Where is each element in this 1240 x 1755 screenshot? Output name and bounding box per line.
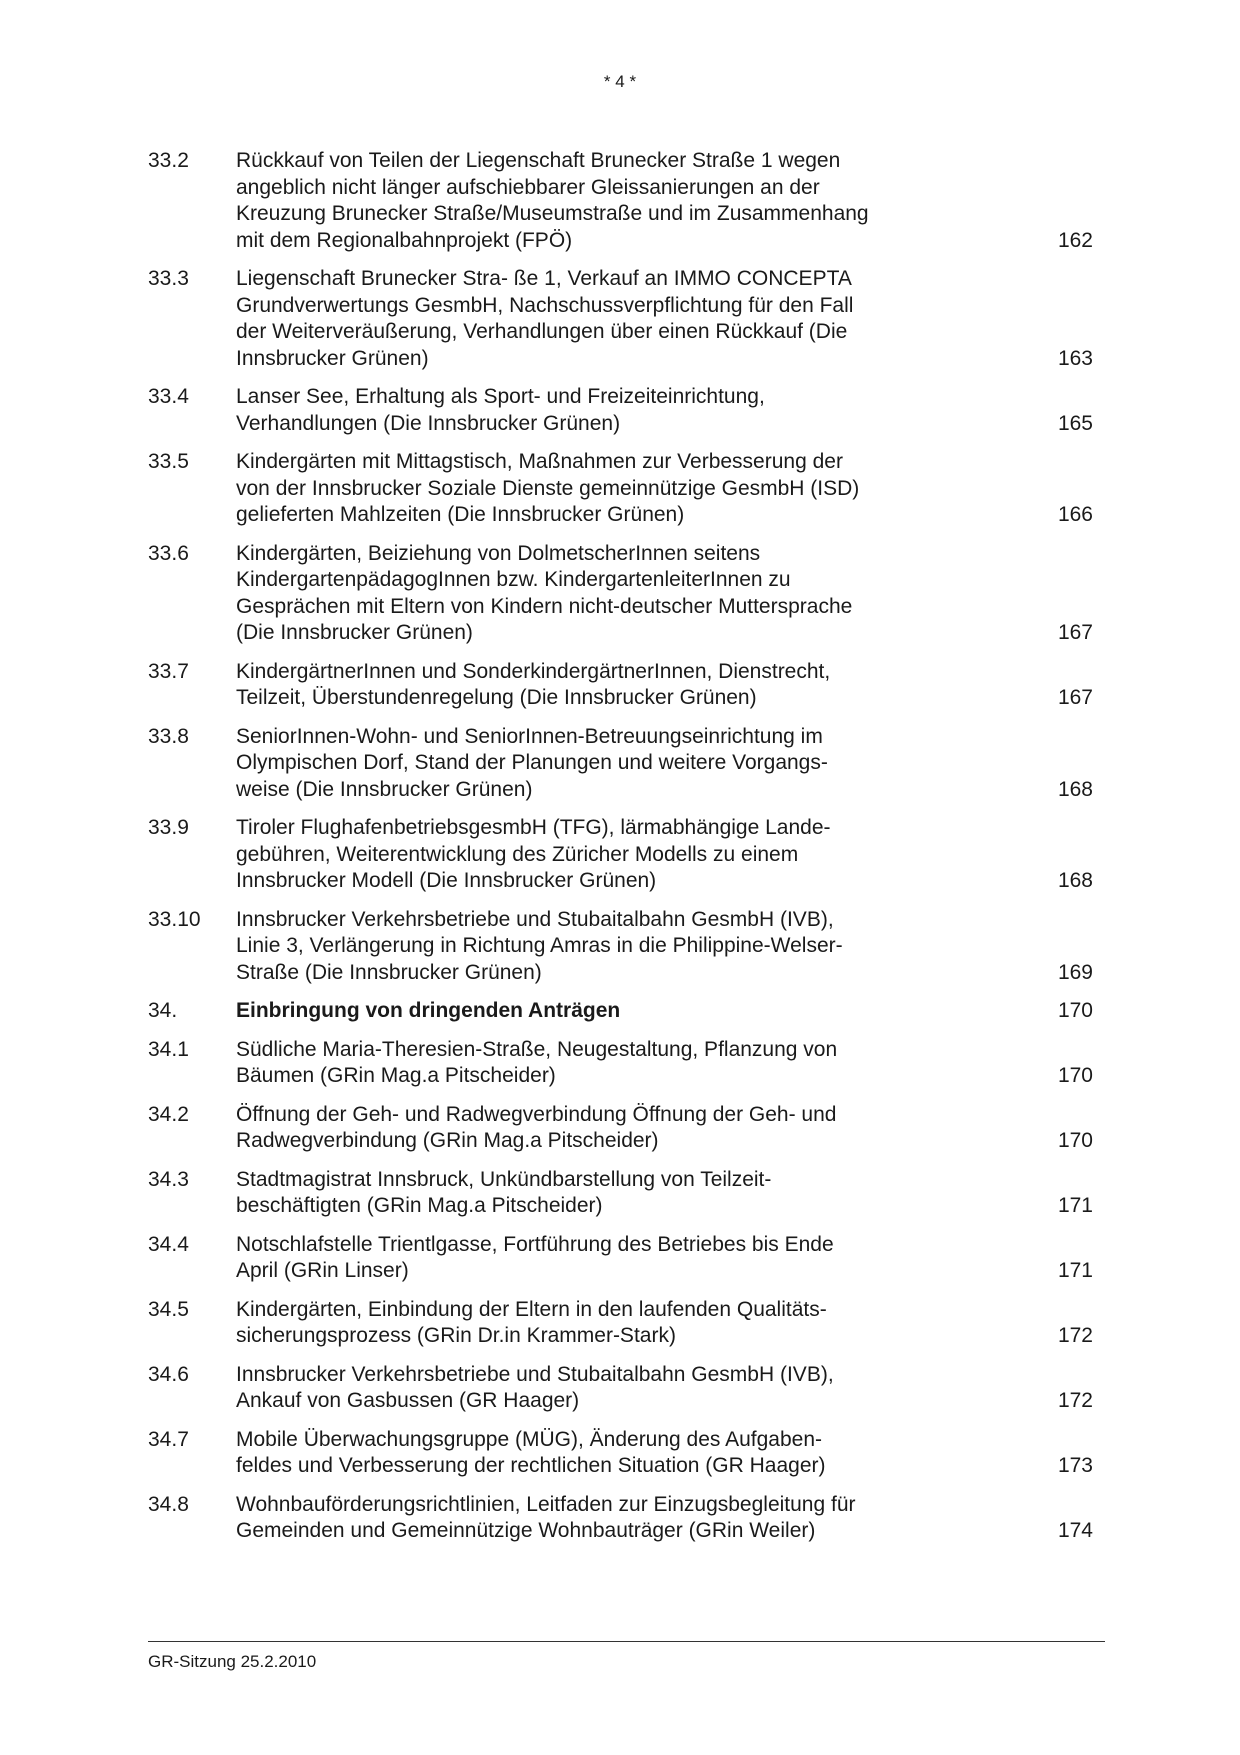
entry-number: 34.1 (148, 1037, 189, 1061)
entry-number: 34.4 (148, 1232, 189, 1256)
entry-number: 34.6 (148, 1362, 189, 1386)
toc-entry (148, 384, 1093, 437)
entry-page: 174 (1057, 1519, 1093, 1542)
toc-entry (148, 1232, 1093, 1285)
table-of-contents (148, 148, 1093, 1557)
entry-title: Lanser See, Erhaltung als Sport- und Freizeiteinrichtung, Verhandlungen (Die Innsbrucker Grünen) (236, 385, 765, 435)
entry-title: Wohnbauförderungsrichtlinien, Leitfaden zur Einzugsbegleitung für Gemeinden und Gemeinnützige Wohnbauträger (GRin Weiler) (236, 1492, 856, 1542)
entry-title: Kindergärten, Einbindung der Eltern in den laufenden Qualitäts- sicherungsprozess (GRin Dr.in Krammer-Stark) (236, 1297, 827, 1347)
entry-title: Rückkauf von Teilen der Liegenschaft Brunecker Straße 1 wegen angeblich nicht länger aufschiebbarer Gleissanierungen an der Kreuzung Brunecker Straße/Museumstraße und im Zusammenhang mit dem Regionalbahnprojekt (FPÖ) (236, 149, 869, 252)
entry-page: 173 (1057, 1454, 1093, 1477)
entry-title: Stadtmagistrat Innsbruck, Unkündbarstellung von Teilzeit- beschäftigten (GRin Mag.a Pitscheider) (236, 1167, 772, 1217)
entry-page: 172 (1057, 1324, 1093, 1347)
entry-number: 33.9 (148, 816, 189, 839)
entry-page: 166 (1057, 503, 1093, 526)
entry-number: 34.7 (148, 1427, 189, 1451)
entry-page: 170 (1057, 999, 1093, 1022)
toc-entry (148, 724, 1093, 804)
entry-title: Südliche Maria-Theresien-Straße, Neugestaltung, Pflanzung von Bäumen (GRin Mag.a Pitscheider) (236, 1037, 838, 1087)
footer-divider (148, 1641, 1105, 1642)
toc-entry (148, 1167, 1093, 1220)
entry-page: 168 (1057, 869, 1093, 892)
toc-entry (148, 815, 1093, 895)
entry-page: 168 (1057, 777, 1093, 801)
entry-number: 34.5 (148, 1297, 189, 1321)
entry-page: 167 (1057, 621, 1093, 644)
entry-title: Tiroler FlughafenbetriebsgesmbH (TFG), lärmabhängige Lande- gebühren, Weiterentwicklung des Züricher Modells zu einem Innsbrucker Modell (Die Innsbrucker Grünen) (236, 816, 831, 892)
entry-page: 170 (1057, 1129, 1093, 1152)
entry-page: 171 (1057, 1259, 1093, 1282)
footer: GR-Sitzung 25.2.2010 (148, 1652, 317, 1671)
entry-number: 33.4 (148, 385, 189, 408)
entry-title: Kindergärten, Beiziehung von DolmetscherInnen seitens KindergartenpädagogInnen bzw. KindergartenleiterInnen zu Gesprächen mit Eltern von Kindern nicht-deutscher Muttersprache (Die Innsbrucker Grünen) (236, 541, 853, 644)
entry-page: 162 (1057, 228, 1093, 252)
entry-title: Öffnung der Geh- und Radwegverbindung Öffnung der Geh- und Radwegverbindung (GRin Mag.a Pitscheider) (236, 1102, 837, 1152)
entry-number: 33.6 (148, 541, 189, 565)
toc-entry (148, 266, 1093, 372)
entry-title: Mobile Überwachungsgruppe (MÜG), Änderung des Aufgaben- feldes und Verbesserung der rechtlichen Situation (GR Haager) (236, 1427, 826, 1477)
entry-title: Innsbrucker Verkehrsbetriebe und Stubaitalbahn GesmbH (IVB), Linie 3, Verlängerung in Richtung Amras in die Philippine-Welser- Straße (Die Innsbrucker Grünen) (236, 907, 843, 984)
entry-title: SeniorInnen-Wohn- und SeniorInnen-Betreuungseinrichtung im Olympischen Dorf, Stand der Planungen und weitere Vorgangs- weise (Die Innsbrucker Grünen) (236, 724, 828, 801)
entry-number: 34.8 (148, 1492, 189, 1516)
toc-entry (148, 1102, 1093, 1155)
entry-page: 172 (1057, 1389, 1093, 1412)
entry-title: Kindergärten mit Mittagstisch, Maßnahmen zur Verbesserung der von der Innsbrucker Soziale Dienste gemeinnützige GesmbH (ISD) gelieferten Mahlzeiten (Die Innsbrucker Grünen) (236, 450, 860, 526)
toc-entry (148, 1362, 1093, 1415)
page-number: * 4 * (603, 72, 637, 91)
toc-entry (148, 541, 1093, 647)
toc-entry (148, 1427, 1093, 1480)
entry-number: 33.7 (148, 659, 189, 683)
toc-entry (148, 659, 1093, 712)
entry-title: Einbringung von dringenden Anträgen (236, 999, 621, 1022)
entry-number: 33.10 (148, 907, 201, 931)
entry-number: 34.2 (148, 1102, 189, 1126)
toc-entry (148, 1492, 1093, 1545)
toc-entry (148, 1297, 1093, 1350)
entry-page: 171 (1057, 1194, 1093, 1217)
entry-number: 33.3 (148, 267, 189, 290)
entry-title: Innsbrucker Verkehrsbetriebe und Stubaitalbahn GesmbH (IVB), Ankauf von Gasbussen (GR Haager) (236, 1362, 834, 1412)
entry-page: 165 (1057, 411, 1093, 435)
toc-entry (148, 1037, 1093, 1090)
toc-entry (148, 907, 1093, 987)
entry-title: Notschlafstelle Trientlgasse, Fortführung des Betriebes bis Ende April (GRin Linser) (236, 1232, 834, 1282)
entry-title: KindergärtnerInnen und SonderkindergärtnerInnen, Dienstrecht, Teilzeit, Überstundenregelung (Die Innsbrucker Grünen) (236, 659, 831, 709)
entry-number: 33.5 (148, 450, 189, 473)
entry-number: 33.2 (148, 149, 189, 172)
entry-page: 167 (1057, 686, 1093, 709)
toc-entry (148, 148, 1093, 254)
toc-section-heading (148, 998, 1093, 1025)
entry-number: 34.3 (148, 1167, 189, 1191)
entry-page: 163 (1057, 346, 1093, 370)
toc-entry (148, 449, 1093, 529)
entry-number: 34. (148, 999, 178, 1022)
entry-number: 33.8 (148, 724, 189, 748)
entry-title: Liegenschaft Brunecker Stra- ße 1, Verkauf an IMMO CONCEPTA Grundverwertungs GesmbH, Nachschussverpflichtung für den Fall der Weiterveräußerung, Verhandlungen über einen Rückkauf (Die Innsbrucker Grünen) (236, 267, 854, 370)
entry-page: 170 (1057, 1064, 1093, 1087)
entry-page: 169 (1057, 960, 1093, 984)
